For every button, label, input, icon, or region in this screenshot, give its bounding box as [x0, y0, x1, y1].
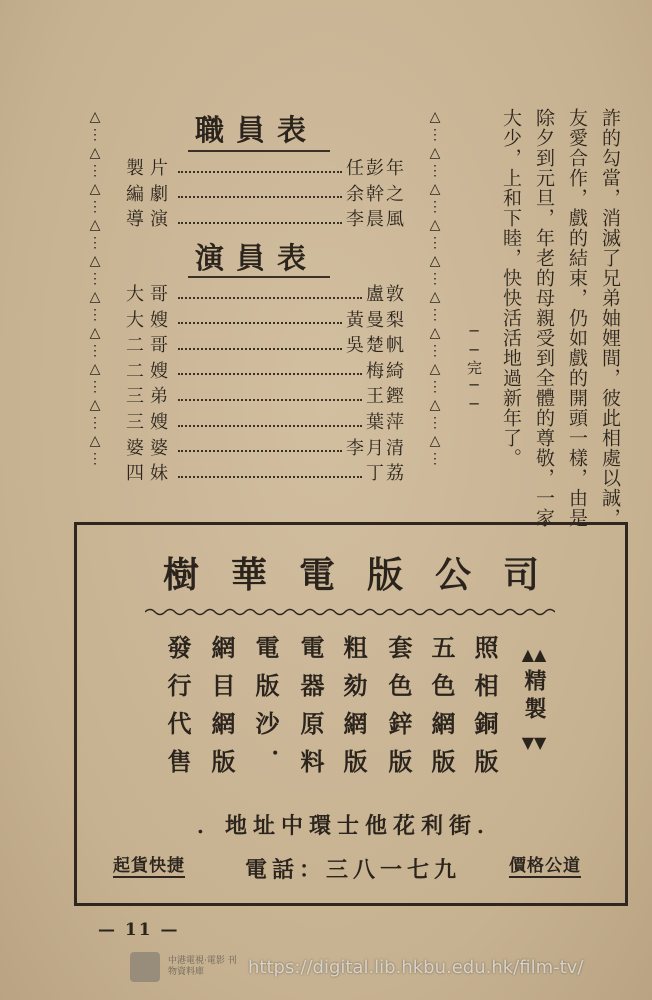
dotted-leader — [178, 364, 362, 375]
cast-row — [126, 460, 406, 484]
ad-service-7: 粗劾網版 — [339, 635, 368, 787]
ad-service-6: 網目網版 — [207, 635, 236, 787]
staff-role: 編劇 — [126, 183, 174, 205]
ad-service-2: 五色網版 — [427, 635, 456, 787]
staff-role: 製片 — [126, 158, 174, 179]
cast-title: 演員表 — [195, 241, 319, 275]
cast-name: 王鏗 — [366, 386, 406, 408]
dotted-leader — [178, 416, 362, 427]
staff-role: 導演 — [126, 209, 174, 231]
staff-row — [126, 181, 406, 205]
triangle-border-right: △ ⋮ △ ⋮ △ ⋮ △ ⋮ △ ⋮ △ ⋮ △ ⋮ △ ⋮ △ ⋮ △ ⋮ — [428, 109, 442, 467]
dotted-leader — [178, 162, 342, 173]
cast-role: 大哥 — [126, 284, 174, 305]
story-end-mark: ──完── — [465, 322, 483, 414]
cast-name: 盧敦 — [366, 284, 406, 305]
cast-row — [126, 358, 406, 382]
cast-name: 黃曼梨 — [346, 309, 406, 331]
staff-name: 李晨風 — [346, 209, 406, 231]
story-column-2: 友愛合作，戲的結束，仍如戲的開頭一樣，由是 — [566, 108, 588, 528]
ad-service-5: 電版沙． — [251, 635, 280, 787]
cast-name: 李月清 — [346, 437, 406, 459]
staff-row — [126, 206, 406, 230]
archive-url: https://digital.lib.hkbu.edu.hk/film-tv/ — [248, 956, 584, 978]
triangle-up-icon: ▲▲ — [521, 645, 547, 664]
cast-row — [126, 409, 406, 433]
archive-watermark — [130, 952, 583, 982]
ad-address: ．地址中環士他花利街． — [196, 813, 505, 839]
page-number: — 11 — — [98, 920, 180, 940]
cast-role: 二哥 — [126, 335, 174, 357]
dotted-leader — [178, 288, 362, 299]
cast-name: 梅綺 — [366, 360, 406, 382]
cast-row — [126, 281, 406, 305]
badge-label: 精製 — [521, 669, 547, 725]
cast-name: 丁荔 — [366, 463, 406, 485]
cast-title-underline — [188, 276, 330, 278]
dotted-leader — [178, 187, 342, 198]
cast-row — [126, 435, 406, 459]
archive-logo-icon — [130, 952, 160, 982]
cast-role: 大嫂 — [126, 309, 174, 331]
staff-name: 余幹之 — [346, 183, 406, 205]
story-column-4: 大少，上和下睦，快快活活地過新年了。 — [500, 108, 522, 468]
ad-service-3: 套色鋅版 — [384, 635, 413, 787]
staff-name: 任彭年 — [346, 158, 406, 179]
dotted-leader — [178, 313, 342, 324]
triangle-down-icon: ▼▼ — [521, 733, 547, 752]
ad-company-name: 樹華電版公司 — [162, 554, 571, 596]
ad-right-note: 價格公道 — [509, 851, 581, 878]
cast-role: 三弟 — [126, 386, 174, 408]
wavy-divider — [145, 607, 555, 617]
dotted-leader — [178, 467, 362, 478]
cast-role: 三嫂 — [126, 412, 174, 433]
dotted-leader — [178, 390, 362, 401]
staff-title-underline — [188, 150, 330, 152]
cast-role: 四妹 — [126, 463, 174, 485]
cast-role: 二嫂 — [126, 360, 174, 382]
dotted-leader — [178, 441, 342, 452]
cast-row — [126, 307, 406, 331]
story-column-3: 除夕到元旦，年老的母親受到全體的尊敬，一家 — [533, 108, 555, 528]
cast-name: 葉萍 — [366, 412, 406, 433]
dotted-leader — [178, 339, 342, 350]
dotted-leader — [178, 213, 342, 224]
cast-name: 吳楚帆 — [346, 335, 406, 357]
cast-role: 婆婆 — [126, 437, 174, 459]
cast-row — [126, 332, 406, 356]
story-column-1: 詐的勾當，消滅了兄弟妯娌間，彼此相處以誠， — [599, 108, 621, 528]
cast-row — [126, 383, 406, 407]
staff-title: 職員表 — [195, 113, 319, 147]
ad-phone: 電話：三八一七九 — [245, 857, 462, 883]
badge-handmade — [519, 647, 549, 751]
advertisement-box — [74, 522, 628, 906]
ad-left-note: 起貨快捷 — [113, 851, 185, 878]
archive-name: 中港電視·電影 刊物資料庫 — [168, 956, 237, 977]
triangle-border-left: △ ⋮ △ ⋮ △ ⋮ △ ⋮ △ ⋮ △ ⋮ △ ⋮ △ ⋮ △ ⋮ △ ⋮ — [88, 109, 102, 467]
staff-row — [126, 155, 406, 179]
ad-service-4: 電器原料 — [296, 635, 325, 787]
ad-service-1: 照相銅版 — [470, 635, 499, 787]
ad-service-8: 發行代售 — [163, 635, 192, 787]
